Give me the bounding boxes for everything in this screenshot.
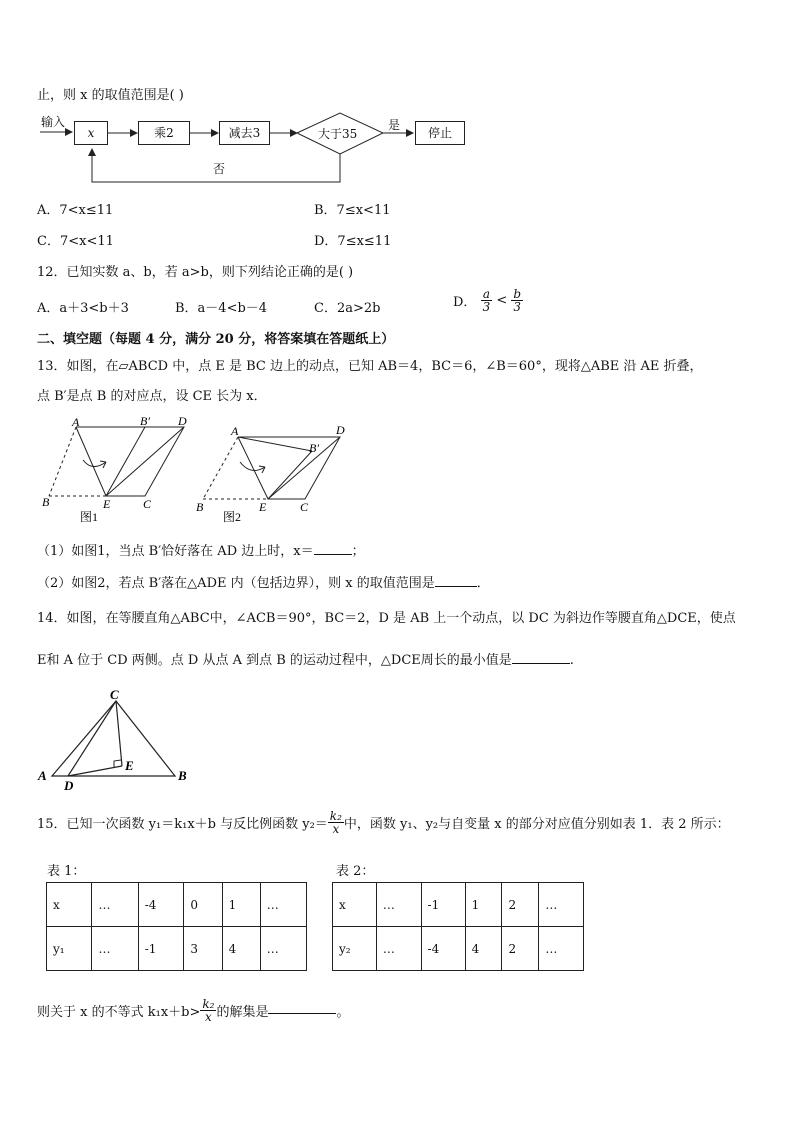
q15-inequality [37, 998, 350, 1023]
q14-line2 [37, 649, 574, 668]
table-cell: y₁ [47, 927, 92, 971]
q14-label-e: E [125, 758, 134, 773]
table-cell: x [47, 883, 92, 927]
frac-den: x [332, 822, 340, 836]
fig1-label-a: A [72, 415, 80, 429]
flow-yes-label: 是 [388, 118, 401, 132]
fig2-label-e: E [259, 500, 267, 514]
q14-line2-text: E和 A 位于 CD 两侧。点 D 从点 A 到点 B 的运动过程中，△DCE周长的最小值是 [37, 653, 512, 668]
q13-part1-text: （1）如图1，当点 B′恰好落在 AD 边上时，x＝ [37, 544, 314, 559]
fraction-a-over-3 [481, 288, 493, 313]
q12-option-d-prefix: D． [453, 295, 477, 310]
q12-option-c: C．2a>2b [314, 301, 381, 316]
q11-option-c: C．7<x<11 [37, 234, 114, 249]
table-cell: 0 [184, 883, 222, 927]
table-1 [46, 882, 307, 971]
q12-stem: 12．已知实数 a、b，若 a>b，则下列结论正确的是( ) [37, 265, 354, 280]
q13-part2-end: ． [476, 576, 490, 591]
answer-blank [435, 574, 477, 587]
table-cell: … [376, 883, 421, 927]
table-2 [332, 882, 584, 971]
table-cell: 4 [222, 927, 260, 971]
q13-line1: 13．如图，在▱ABCD 中，点 E 是 BC 边上的动点，已知 AB＝4，BC＝6，∠B＝60°，现将△ABE 沿 AE 折叠， [37, 359, 703, 374]
table-cell: … [92, 883, 138, 927]
fig2-label-d: D [336, 423, 345, 437]
table-cell: -4 [421, 927, 465, 971]
q13-part1 [37, 540, 365, 559]
table1-title: 表 1： [47, 864, 86, 879]
q15-line1-b: 中，函数 y₁、y₂与自变量 x 的部分对应值分别如表 1．表 2 所示： [343, 817, 730, 832]
table-cell: 3 [184, 927, 222, 971]
fig2-label-bp: B′ [309, 441, 319, 455]
figure-1 [42, 414, 187, 524]
table2-title: 表 2： [336, 864, 375, 879]
flow-mult-box: 乘2 [138, 121, 190, 145]
q11-option-a: A．7<x≤11 [37, 203, 114, 218]
q12-option-d [453, 288, 523, 313]
fraction-k2-over-x [200, 998, 216, 1023]
frac-num: a [481, 288, 493, 301]
q13-part2 [37, 572, 490, 591]
table-cell: -1 [138, 927, 184, 971]
q11-stem: 止，则 x 的取值范围是( ) [37, 88, 184, 103]
q13-part1-end: ； [351, 544, 365, 559]
table-cell: 2 [502, 883, 539, 927]
fig2-label-b: B [196, 500, 204, 514]
table-cell: 2 [502, 927, 539, 971]
fraction-b-over-3 [511, 288, 523, 313]
fig2-caption: 图2 [223, 510, 242, 524]
table-cell: … [539, 883, 584, 927]
fig2-label-a: A [231, 424, 239, 438]
table-cell: … [260, 883, 306, 927]
q15-line1 [37, 810, 730, 835]
q15-line1-a: 15．已知一次函数 y₁＝k₁x＋b 与反比例函数 y₂＝ [37, 817, 328, 832]
table-cell: … [92, 927, 138, 971]
table-cell: y₂ [333, 927, 377, 971]
frac-den: 3 [513, 300, 522, 314]
table-cell: -1 [421, 883, 465, 927]
flow-input-label: 输入 [41, 115, 66, 129]
frac-num: k₂ [202, 997, 215, 1011]
table-row [333, 883, 584, 927]
q14-line1: 14．如图，在等腰直角△ABC中，∠ACB＝90°，BC＝2，D 是 AB 上一个动点，以 DC 为斜边作等腰直角△DCE，使点 [37, 611, 736, 626]
q13-part2-text: （2）如图2，若点 B′落在△ADE 内（包括边界），则 x 的取值范围是 [37, 576, 435, 591]
q12-option-b: B．a－4<b－4 [175, 301, 268, 316]
fig1-label-d: D [178, 414, 187, 428]
frac-num: k₂ [329, 809, 342, 823]
q12-option-a: A．a＋3<b＋3 [37, 301, 129, 316]
flowchart-arrows [0, 0, 794, 200]
flow-condition: 大于35 [318, 127, 358, 141]
fig1-label-e: E [103, 497, 111, 511]
q14-label-c: C [110, 687, 119, 702]
frac-num: b [513, 287, 522, 301]
fig1-label-c: C [143, 497, 152, 511]
q14-figure [0, 685, 794, 795]
answer-blank [512, 651, 570, 664]
q14-label-d: D [64, 778, 74, 793]
flow-sub-box: 减去3 [219, 121, 270, 145]
fig1-label-b: B [42, 495, 50, 509]
table-cell: … [260, 927, 306, 971]
q11-option-b: B．7≤x<11 [314, 203, 391, 218]
fig1-label-bp: B′ [140, 414, 150, 428]
q15-ineq-a: 则关于 x 的不等式 k₁x＋b> [37, 1005, 201, 1020]
q15-ineq-end: 。 [336, 1005, 350, 1020]
q11-option-d: D．7≤x≤11 [314, 234, 392, 249]
table-cell: 1 [465, 883, 502, 927]
table-row [333, 927, 584, 971]
figure-2 [196, 423, 345, 524]
flow-x-box: x [74, 121, 108, 145]
q15-ineq-b: 的解集是 [216, 1005, 269, 1020]
flow-stop-box: 停止 [415, 121, 465, 145]
table-cell: x [333, 883, 377, 927]
q13-figures [0, 410, 794, 530]
fig2-label-c: C [300, 500, 309, 514]
table-cell: … [539, 927, 584, 971]
table-row [47, 927, 307, 971]
answer-blank [268, 1001, 336, 1014]
q14-label-a: A [38, 768, 47, 783]
section-heading: 二、填空题（每题 4 分，满分 20 分，将答案填在答题纸上） [37, 332, 395, 347]
table-cell: -4 [138, 883, 184, 927]
q13-line2: 点 B′是点 B 的对应点，设 CE 长为 x． [37, 389, 267, 404]
fraction-k2-over-x [328, 810, 344, 835]
less-than: < [496, 293, 508, 308]
table-cell: 4 [465, 927, 502, 971]
q14-line2-end: . [569, 653, 574, 668]
q14-label-b: B [178, 768, 187, 783]
frac-den: x [205, 1010, 212, 1024]
answer-blank [314, 542, 352, 555]
table-cell: … [376, 927, 421, 971]
flow-no-label: 否 [213, 162, 226, 176]
table-row [47, 883, 307, 927]
fig1-caption: 图1 [80, 510, 99, 524]
frac-den: 3 [482, 300, 491, 314]
table-cell: 1 [222, 883, 260, 927]
